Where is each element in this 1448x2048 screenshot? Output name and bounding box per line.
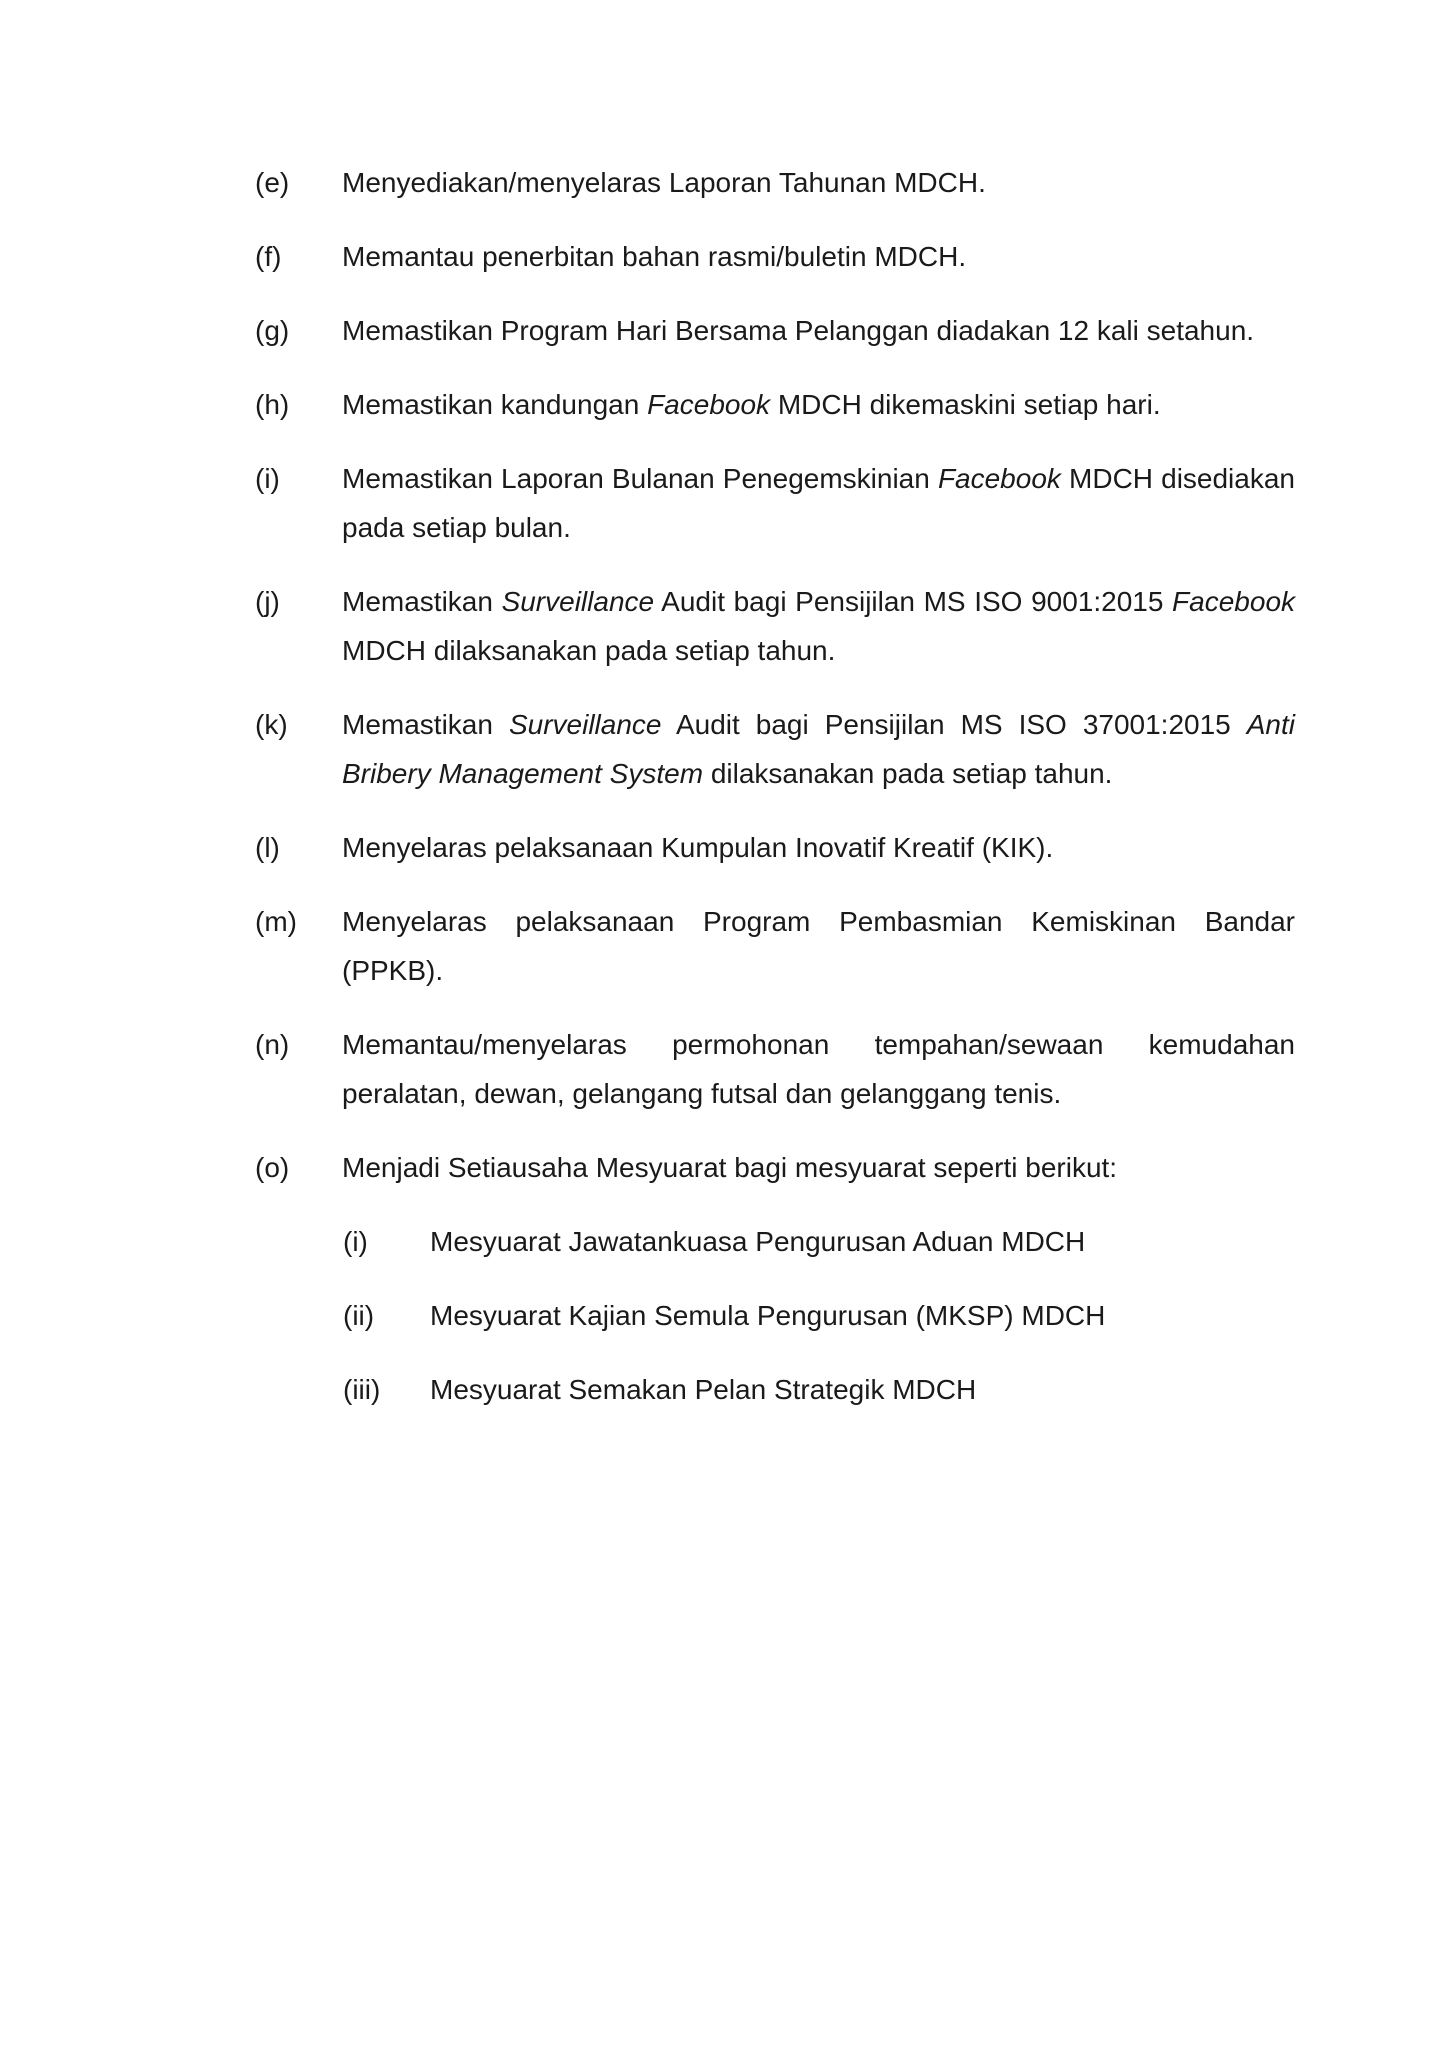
list-item-l bbox=[255, 823, 1295, 872]
list-item-f bbox=[255, 232, 1295, 281]
list-item-h bbox=[255, 380, 1295, 429]
item-text: Memastikan Program Hari Bersama Pelanggan diadakan 12 kali setahun. bbox=[342, 315, 1255, 346]
item-label: (n) bbox=[255, 1029, 290, 1060]
list-item-o bbox=[255, 1143, 1295, 1192]
list-item-m bbox=[255, 897, 1295, 995]
item-text: Memastikan Laporan Bulanan Penegemskinian Facebook MDCH disediakan pada setiap bulan. bbox=[342, 463, 1295, 543]
sub-item-text: Mesyuarat Jawatankuasa Pengurusan Aduan MDCH bbox=[430, 1226, 1086, 1257]
list-item-i bbox=[255, 454, 1295, 552]
item-label: (f) bbox=[255, 241, 282, 272]
list-item-n bbox=[255, 1020, 1295, 1118]
list-item-k bbox=[255, 700, 1295, 798]
item-text: Memastikan Surveillance Audit bagi Pensijilan MS ISO 9001:2015 Facebook MDCH dilaksanakan pada setiap tahun. bbox=[342, 586, 1296, 666]
sub-item-label: (ii) bbox=[343, 1300, 375, 1331]
item-text: Menyelaras pelaksanaan Program Pembasmian Kemiskinan Bandar (PPKB). bbox=[342, 906, 1295, 986]
item-text: Menyediakan/menyelaras Laporan Tahunan MDCH. bbox=[342, 167, 986, 198]
sub-item-label: (i) bbox=[343, 1226, 368, 1257]
item-text: Memantau penerbitan bahan rasmi/buletin MDCH. bbox=[342, 241, 967, 272]
item-label: (h) bbox=[255, 389, 290, 420]
item-text: Memastikan Surveillance Audit bagi Pensijilan MS ISO 37001:2015 Anti Bribery Management System dilaksanakan pada setiap tahun. bbox=[342, 709, 1295, 789]
item-label: (e) bbox=[255, 167, 290, 198]
item-label: (k) bbox=[255, 709, 288, 740]
sub-list-item-i bbox=[343, 1217, 1243, 1266]
sub-list-item-iii bbox=[343, 1365, 1243, 1414]
list-item-j bbox=[255, 577, 1295, 675]
item-label: (g) bbox=[255, 315, 290, 346]
sub-item-label: (iii) bbox=[343, 1374, 381, 1405]
item-text: Memantau/menyelaras permohonan tempahan/sewaan kemudahan peralatan, dewan, gelangang futsal dan gelanggang tenis. bbox=[342, 1029, 1295, 1109]
sub-item-text: Mesyuarat Kajian Semula Pengurusan (MKSP) MDCH bbox=[430, 1300, 1106, 1331]
item-label: (m) bbox=[255, 906, 297, 937]
item-label: (j) bbox=[255, 586, 280, 617]
list-item-g bbox=[255, 306, 1295, 355]
item-text: Memastikan kandungan Facebook MDCH dikemaskini setiap hari. bbox=[342, 389, 1161, 420]
item-text: Menyelaras pelaksanaan Kumpulan Inovatif Kreatif (KIK). bbox=[342, 832, 1054, 863]
item-text: Menjadi Setiausaha Mesyuarat bagi mesyuarat seperti berikut: bbox=[342, 1152, 1118, 1183]
sub-list-item-ii bbox=[343, 1291, 1243, 1340]
item-label: (o) bbox=[255, 1152, 290, 1183]
item-label: (i) bbox=[255, 463, 280, 494]
list-item-e bbox=[255, 158, 1295, 207]
sub-item-text: Mesyuarat Semakan Pelan Strategik MDCH bbox=[430, 1374, 977, 1405]
item-label: (l) bbox=[255, 832, 280, 863]
